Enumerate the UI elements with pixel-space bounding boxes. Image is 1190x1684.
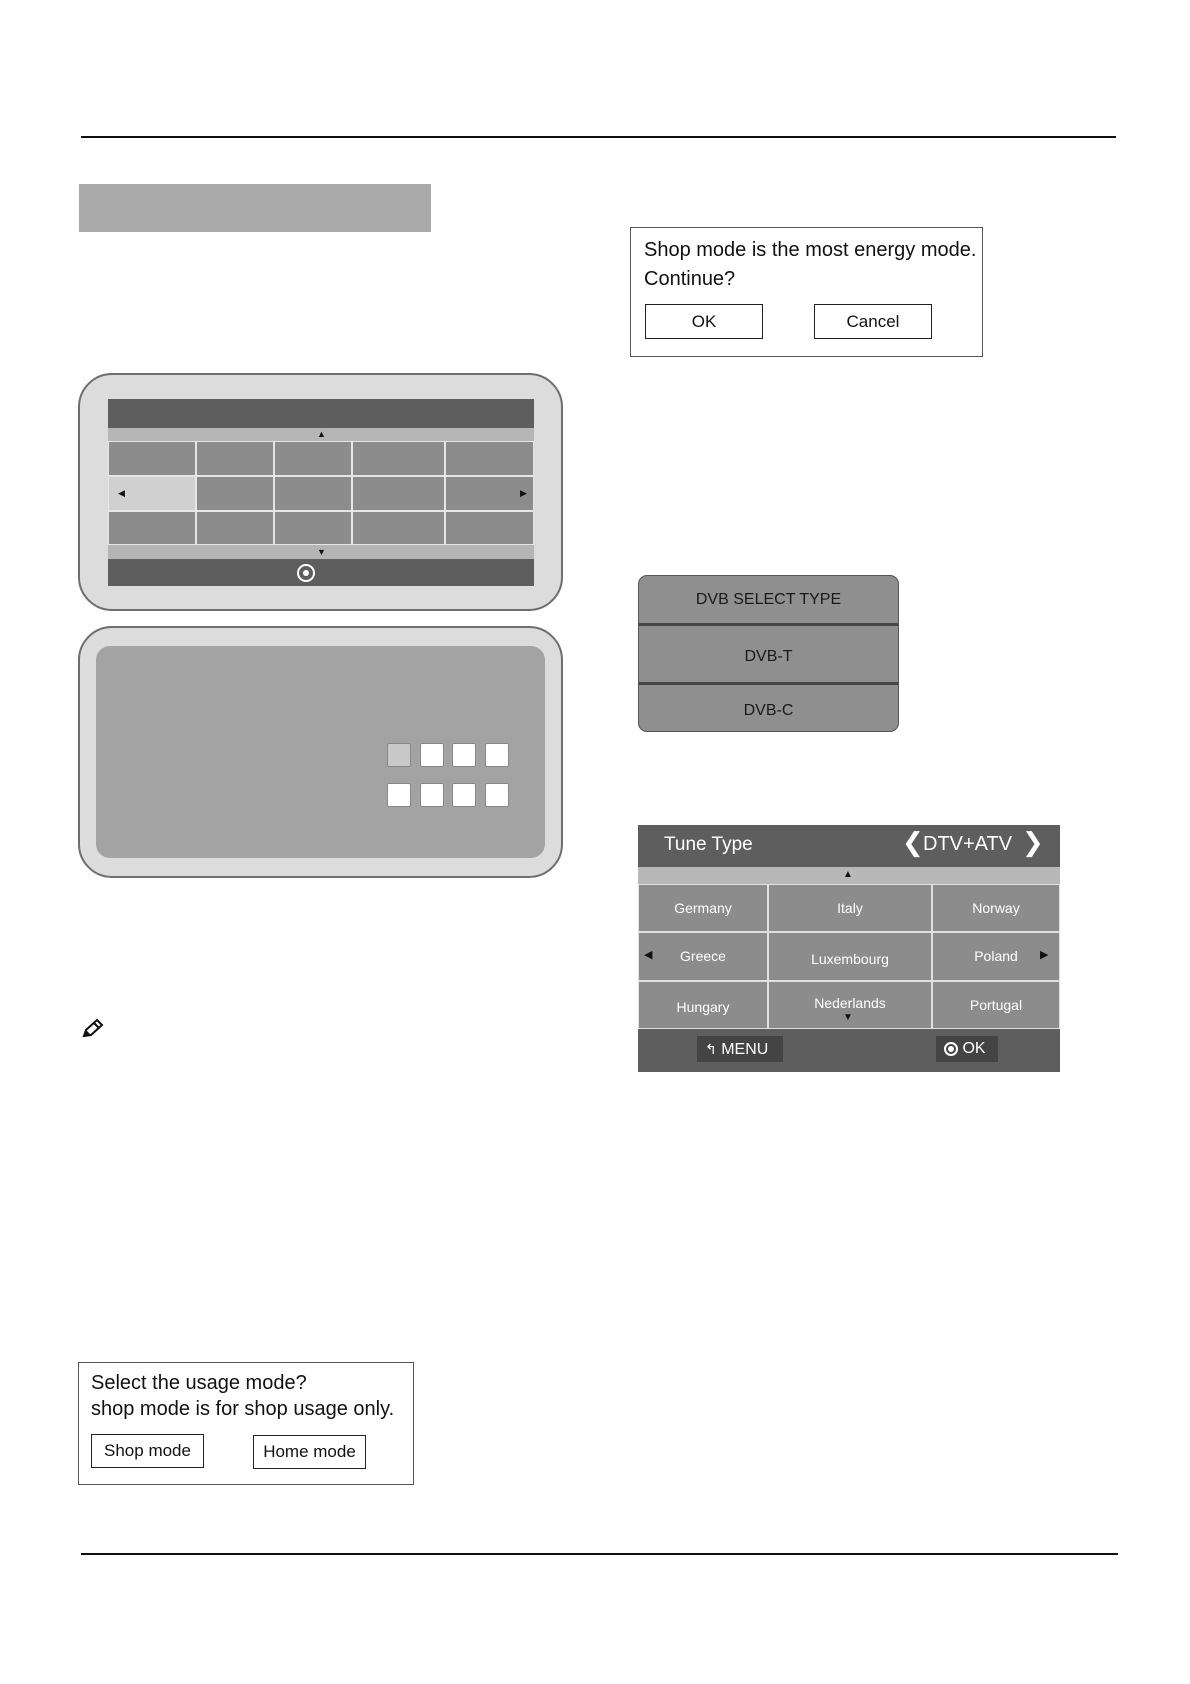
dvb-divider — [639, 682, 898, 685]
country-cell[interactable]: Poland — [932, 932, 1060, 981]
pin-confirm-box[interactable] — [387, 783, 411, 807]
grid-cell — [445, 511, 534, 545]
bottom-rule — [81, 1553, 1118, 1555]
country-cell[interactable]: Hungary — [638, 981, 768, 1029]
pin-digit-box[interactable] — [420, 743, 444, 767]
home-mode-button[interactable]: Home mode — [253, 1435, 366, 1469]
country-cell[interactable]: Italy — [768, 884, 932, 932]
grid-cell — [274, 476, 352, 511]
ok-button-label: OK — [962, 1040, 986, 1057]
country-cell[interactable]: Nederlands — [768, 981, 932, 1029]
target-circle-icon — [297, 564, 315, 582]
left-arrow-icon: ◀ — [118, 488, 125, 498]
confirm-message-line1: Shop mode is the most energy mode. — [644, 239, 977, 261]
grid-cell — [352, 511, 445, 545]
left-arrow-icon: ◀ — [644, 949, 653, 961]
grid-cell — [274, 441, 352, 476]
dvb-option-t[interactable]: DVB-T — [744, 648, 793, 665]
tune-type-label: Tune Type — [664, 834, 753, 855]
country-cell[interactable]: Luxembourg — [768, 932, 932, 981]
pin-confirm-box[interactable] — [485, 783, 509, 807]
grid-cell — [352, 476, 445, 511]
grid-cell — [352, 441, 445, 476]
menu-button[interactable] — [697, 1036, 783, 1062]
country-grid-header — [108, 399, 534, 428]
shop-mode-button[interactable]: Shop mode — [91, 1434, 204, 1468]
cancel-button[interactable]: Cancel — [814, 304, 932, 339]
down-arrow-icon: ▼ — [317, 547, 326, 557]
chevron-left-icon[interactable]: ❮ — [902, 828, 924, 858]
usage-message-line1: Select the usage mode? — [91, 1372, 307, 1394]
return-arrow-icon: ↰ — [705, 1041, 717, 1057]
country-cell[interactable]: Greece — [638, 932, 768, 981]
pin-confirm-box[interactable] — [420, 783, 444, 807]
grid-cell — [445, 441, 534, 476]
target-circle-icon — [944, 1042, 958, 1056]
tune-type-value[interactable]: DTV+ATV — [923, 833, 1013, 855]
usage-message-line2: shop mode is for shop usage only. — [91, 1398, 395, 1420]
country-grid-footer — [108, 559, 534, 586]
grid-cell — [274, 511, 352, 545]
pin-digit-box[interactable] — [452, 743, 476, 767]
country-cell[interactable]: Norway — [932, 884, 1060, 932]
dvb-divider — [639, 623, 898, 626]
dvb-select-menu — [638, 575, 899, 732]
menu-button-label: MENU — [721, 1041, 769, 1058]
country-cell[interactable]: Portugal — [932, 981, 1060, 1029]
grid-cell — [108, 441, 196, 476]
dvb-select-title: DVB SELECT TYPE — [695, 591, 842, 608]
section-heading-bar — [79, 184, 431, 232]
dvb-option-c[interactable]: DVB-C — [743, 702, 794, 719]
grid-cell — [108, 511, 196, 545]
pin-digit-box-active[interactable] — [387, 743, 411, 767]
grid-cell — [196, 441, 274, 476]
pencil-icon — [82, 1018, 104, 1038]
right-arrow-icon: ▶ — [520, 488, 527, 498]
ok-button[interactable]: OK — [645, 304, 763, 339]
chevron-right-icon[interactable]: ❯ — [1022, 828, 1044, 858]
country-cell[interactable]: Germany — [638, 884, 768, 932]
confirm-message-line2: Continue? — [644, 268, 736, 290]
pin-digit-box[interactable] — [485, 743, 509, 767]
up-arrow-icon: ▲ — [317, 429, 326, 439]
grid-cell — [196, 511, 274, 545]
grid-cell — [196, 476, 274, 511]
down-arrow-icon: ▼ — [843, 1012, 853, 1023]
password-panel — [96, 646, 545, 858]
pin-confirm-box[interactable] — [452, 783, 476, 807]
right-arrow-icon: ▶ — [1040, 949, 1049, 961]
up-arrow-icon: ▲ — [843, 869, 853, 880]
ok-button[interactable] — [936, 1036, 998, 1062]
top-rule — [81, 136, 1116, 138]
